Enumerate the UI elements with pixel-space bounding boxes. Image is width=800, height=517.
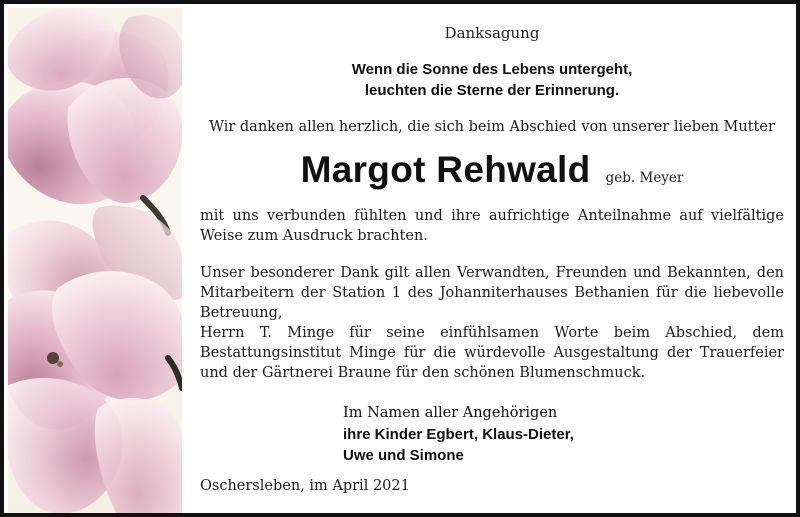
signature-names: Uwe und Simone: [343, 447, 464, 464]
thanks-line: Weise zum Ausdruck brachten.: [200, 228, 428, 244]
place-date: Oschersleben, im April 2021: [200, 478, 410, 494]
birth-name: geb. Meyer: [605, 170, 684, 186]
magnolia-image: [8, 8, 182, 517]
intro-text: [200, 117, 784, 137]
special-thanks-paragraph: [200, 263, 784, 383]
special-line: Unser besonderer Dank gilt allen Verwandten, Freunden und Bekannten, den: [200, 265, 784, 281]
thanks-paragraph: [200, 206, 784, 246]
special-line: und der Gärtnerei Braune für den schönen Blumenschmuck.: [200, 365, 646, 381]
motto-line: leuchten die Sterne der Erinnerung.: [364, 82, 620, 99]
special-line: Bestattungsinstitut Minge für die würdevolle Ausgestaltung der Trauerfeier: [200, 345, 784, 361]
motto-line: Wenn die Sonne des Lebens untergeht,: [351, 61, 633, 78]
notice-header: Danksagung: [444, 24, 540, 42]
signature-preface: Im Namen aller Angehörigen: [343, 405, 558, 421]
deceased-name-row: [200, 149, 784, 191]
special-line: Mitarbeitern der Station 1 des Johanniterhauses Bethanien für die liebevolle: [200, 285, 784, 301]
motto: [200, 59, 784, 101]
thanks-line: mit uns verbunden fühlten und ihre aufrichtige Anteilnahme auf vielfältige: [200, 208, 784, 224]
intro-line: Wir danken allen herzlich, die sich beim Abschied von unserer lieben Mutter: [209, 119, 775, 135]
deceased-name: Margot Rehwald: [300, 149, 591, 190]
signature-block: [343, 403, 763, 466]
notice-text: [200, 12, 784, 512]
special-line: Betreuung,: [200, 305, 283, 321]
signature-names: ihre Kinder Egbert, Klaus-Dieter,: [343, 426, 574, 443]
magnolia-illustration: [8, 8, 182, 517]
special-line: Herrn T. Minge für seine einfühlsamen Worte beim Abschied, dem: [200, 325, 784, 341]
